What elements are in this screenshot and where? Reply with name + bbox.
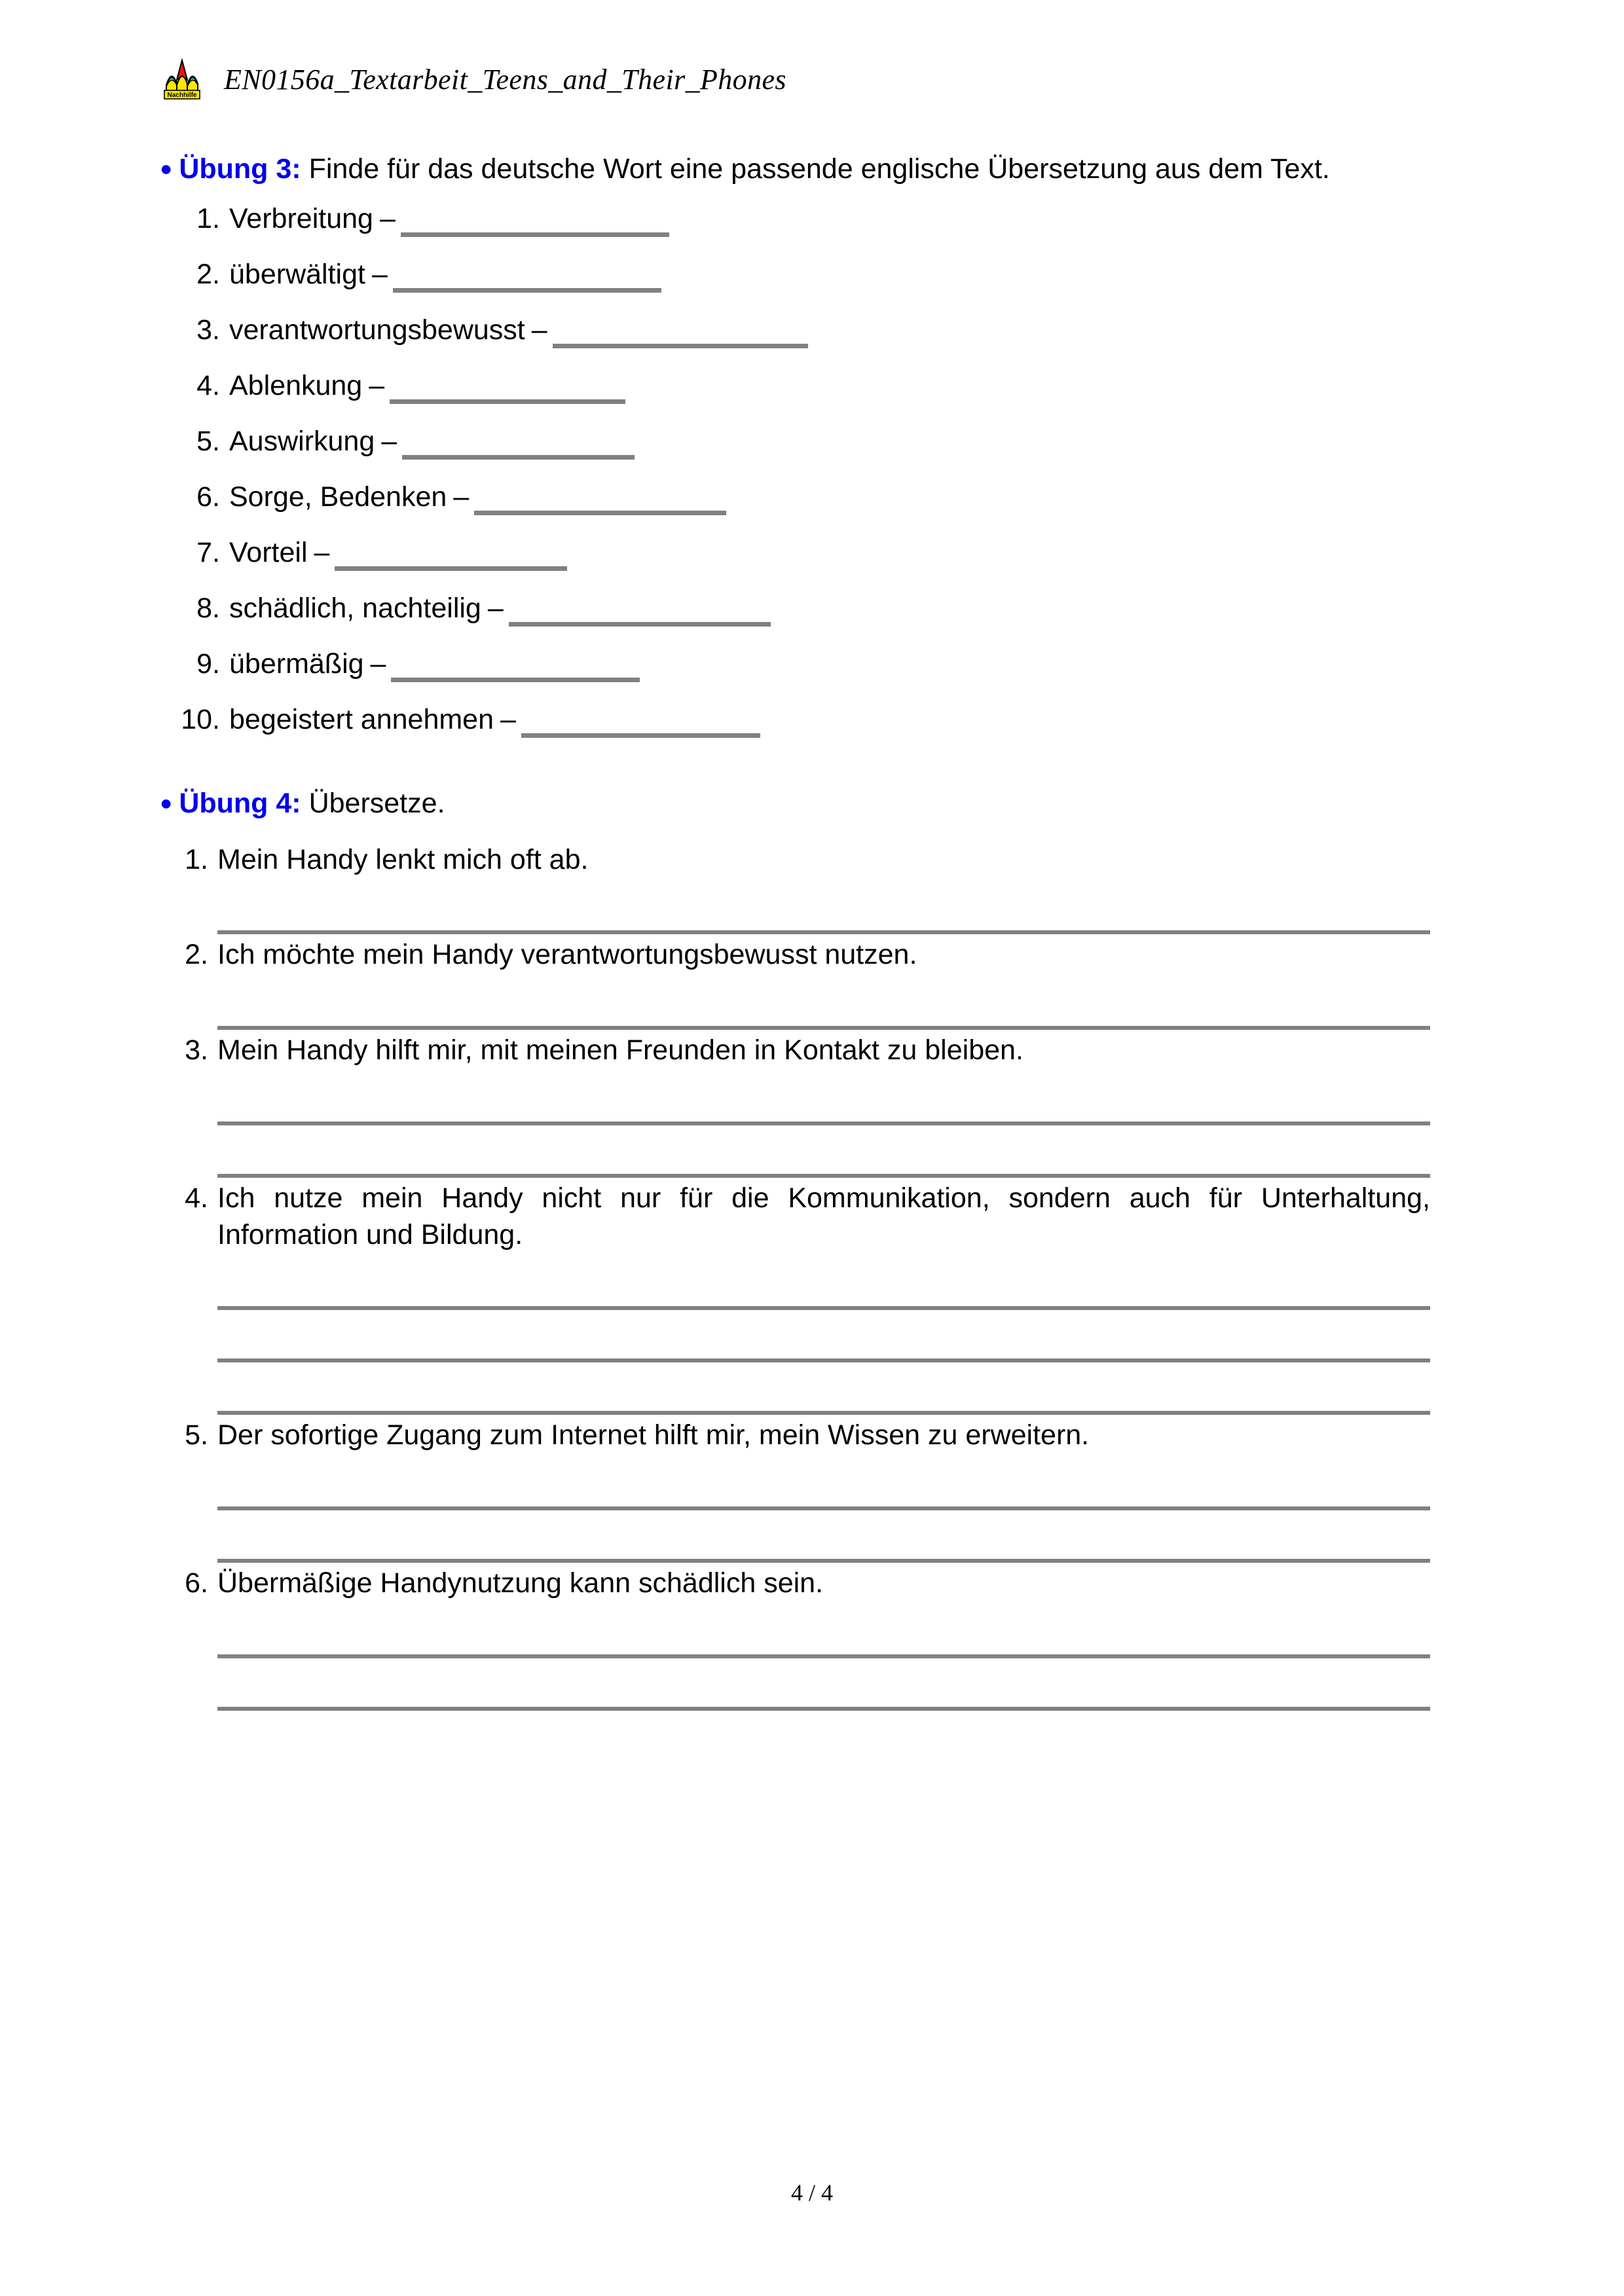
vocab-answer-blank[interactable] (509, 621, 771, 627)
nachhilfe-logo-icon (162, 58, 211, 101)
vocab-term: überwältigt (229, 258, 365, 290)
vocab-number: 3. (196, 314, 220, 346)
vocab-answer-blank[interactable] (393, 287, 661, 293)
answer-area (217, 974, 1430, 1030)
vocab-dash: – (500, 703, 516, 735)
vocab-number: 8. (196, 592, 220, 624)
translation-item (152, 1032, 1430, 1178)
vocab-answer-blank[interactable] (390, 399, 625, 404)
vocab-item (152, 202, 1430, 234)
vocab-dash: – (371, 258, 388, 290)
answer-line[interactable] (217, 1658, 1430, 1711)
answer-area (217, 1602, 1430, 1711)
document-header (162, 58, 786, 101)
vocab-answer-blank[interactable] (335, 566, 567, 571)
vocab-item (152, 258, 1430, 290)
answer-area (217, 1254, 1430, 1415)
exercise-3-label: Übung 3: (179, 153, 301, 185)
translation-number: 2. (185, 939, 208, 971)
vocabulary-list (152, 202, 1430, 735)
vocab-dash: – (531, 314, 547, 346)
vocab-dash: – (370, 647, 386, 680)
answer-line[interactable] (217, 976, 1430, 1030)
bullet-icon: ● (160, 156, 173, 181)
vocab-dash: – (379, 202, 396, 234)
translation-number: 5. (185, 1419, 208, 1451)
answer-line[interactable] (217, 1605, 1430, 1658)
vocab-answer-blank[interactable] (401, 232, 669, 237)
answer-line[interactable] (217, 1310, 1430, 1362)
vocab-term: Auswirkung (229, 425, 375, 457)
vocab-answer-blank[interactable] (553, 343, 808, 348)
vocab-term: Sorge, Bedenken (229, 481, 447, 513)
translation-sentence: Mein Handy lenkt mich oft ab. (217, 843, 589, 875)
translation-sentence: Übermäßige Handynutzung kann schädlich sein. (217, 1567, 824, 1599)
document-title: EN0156a_Textarbeit_Teens_and_Their_Phones (224, 63, 786, 96)
answer-area (217, 1454, 1430, 1563)
vocab-number: 4. (196, 369, 220, 401)
vocab-item (152, 647, 1430, 680)
translation-number: 6. (185, 1567, 208, 1599)
bullet-icon: ● (160, 790, 173, 814)
answer-line[interactable] (217, 1362, 1430, 1415)
translation-number: 1. (185, 843, 208, 875)
vocab-number: 2. (196, 258, 220, 290)
exercise-3-heading (152, 151, 1430, 188)
vocab-number: 1. (196, 202, 220, 234)
answer-line[interactable] (217, 1457, 1430, 1510)
vocab-dash: – (381, 425, 397, 457)
answer-line[interactable] (217, 1125, 1430, 1178)
vocab-number: 7. (196, 536, 220, 568)
vocab-number: 6. (196, 481, 220, 513)
vocab-item (152, 369, 1430, 401)
answer-area (217, 878, 1430, 934)
translation-sentence: Der sofortige Zugang zum Internet hilft mir, mein Wissen zu erweitern. (217, 1419, 1090, 1451)
vocab-term: Verbreitung (229, 202, 373, 234)
vocab-item (152, 316, 1430, 344)
vocab-dash: – (369, 369, 385, 401)
vocab-answer-blank[interactable] (474, 510, 726, 515)
vocab-answer-blank[interactable] (521, 733, 760, 738)
vocab-dash: – (314, 536, 330, 568)
translation-sentence: Ich nutze mein Handy nicht nur für die Kommunikation, sondern auch für Unterhaltung, Information und Bildung. (217, 1182, 1430, 1251)
vocab-number: 5. (196, 425, 220, 457)
exercise-4-prompt: Übersetze. (308, 787, 445, 819)
worksheet-content (152, 151, 1430, 1713)
answer-line[interactable] (217, 1072, 1430, 1125)
page-number: 4 / 4 (790, 2179, 833, 2206)
vocab-term: übermäßig (229, 647, 364, 680)
exercise-4-heading (152, 785, 1430, 822)
vocab-number: 9. (196, 647, 220, 680)
vocab-answer-blank[interactable] (391, 677, 640, 682)
answer-line[interactable] (217, 1510, 1430, 1563)
translation-sentence: Mein Handy hilft mir, mit meinen Freunden in Kontakt zu bleiben. (217, 1034, 1024, 1066)
vocab-number: 10. (181, 703, 220, 735)
answer-line[interactable] (217, 1256, 1430, 1310)
vocab-answer-blank[interactable] (402, 454, 635, 460)
vocab-term: Ablenkung (229, 369, 363, 401)
vocab-item (152, 483, 1430, 511)
vocab-item (152, 703, 1430, 735)
answer-line[interactable] (217, 881, 1430, 934)
exercise-3-prompt: Finde für das deutsche Wort eine passende englische Übersetzung aus dem Text. (308, 153, 1330, 185)
vocab-item (152, 425, 1430, 457)
exercise-4-label: Übung 4: (179, 787, 301, 819)
svg-text:Nachhilfe: Nachhilfe (167, 92, 197, 99)
vocab-term: schädlich, nachteilig (229, 592, 481, 624)
translation-number: 3. (185, 1034, 208, 1066)
vocab-term: begeistert annehmen (229, 703, 494, 735)
vocab-dash: – (487, 592, 504, 624)
translation-item (152, 1417, 1430, 1563)
translation-sentence: Ich möchte mein Handy verantwortungsbewusst nutzen. (217, 939, 917, 971)
vocab-item (152, 536, 1430, 568)
translation-item (152, 937, 1430, 1030)
translation-item (152, 842, 1430, 935)
translation-number: 4. (185, 1182, 208, 1214)
vocab-dash: – (453, 481, 470, 513)
translation-list (152, 842, 1430, 1711)
translation-item (152, 1180, 1430, 1415)
answer-area (217, 1069, 1430, 1178)
vocab-term: Vorteil (229, 536, 308, 568)
translation-item (152, 1565, 1430, 1711)
vocab-item (152, 594, 1430, 623)
vocab-term: verantwortungsbewusst (229, 314, 525, 346)
